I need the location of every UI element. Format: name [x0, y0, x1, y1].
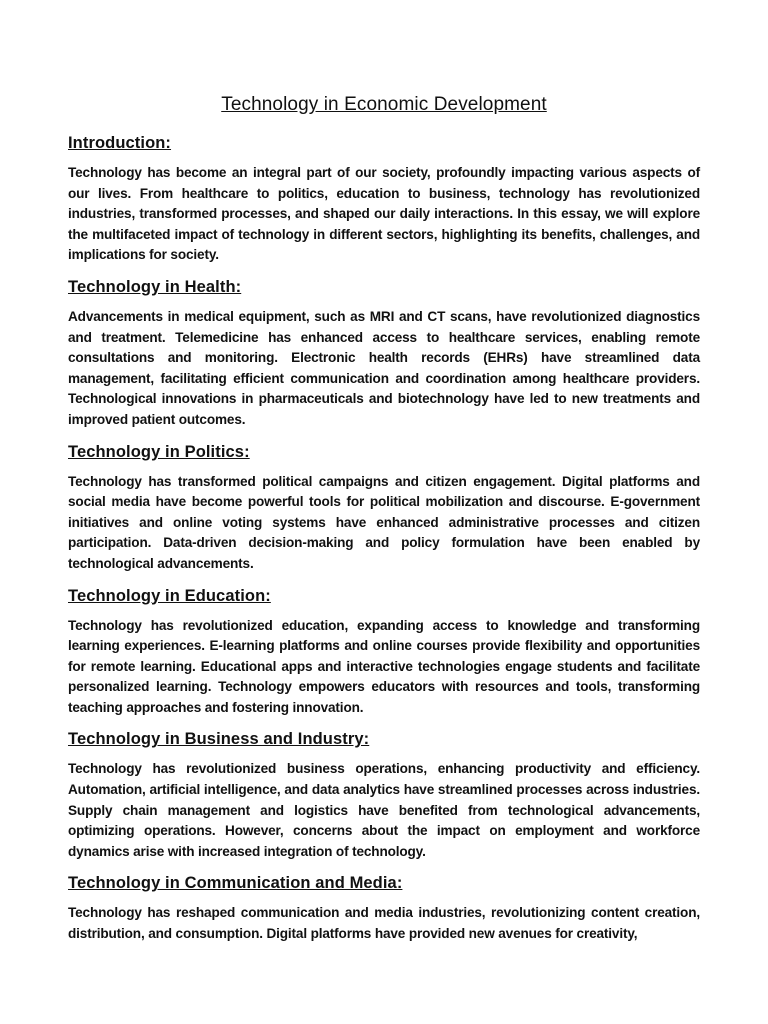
section-heading: Technology in Education:: [68, 586, 271, 605]
section-heading: Technology in Politics:: [68, 442, 250, 461]
section-heading: Technology in Communication and Media:: [68, 874, 403, 893]
section-health: [68, 276, 700, 431]
section-politics: [68, 441, 700, 575]
section-paragraph: Technology has revolutionized business operations, enhancing productivity and efficiency. Automation, artificial intelligence, and data analytics have streamlined processes across industries. Supply chain management and logistics have benefited from technological advancements, optimizing operations. However, concerns about the impact on employment and workforce dynamics arise with increased integration of technology.: [68, 761, 700, 859]
section-education: [68, 585, 700, 719]
document-title: Technology in Economic Development: [221, 94, 547, 115]
section-heading: Technology in Health:: [68, 277, 242, 296]
section-business-industry: [68, 728, 700, 862]
section-paragraph: Advancements in medical equipment, such as MRI and CT scans, have revolutionized diagnostics and treatment. Telemedicine has enhanced access to healthcare services, enabling remote consultations and monitoring. Electronic health records (EHRs) have streamlined data management, facilitating efficient communication and coordination among healthcare providers. Technological innovations in pharmaceuticals and biotechnology have led to new treatments and improved patient outcomes.: [68, 308, 700, 427]
section-heading: Introduction:: [68, 134, 172, 152]
section-paragraph: Technology has reshaped communication and media industries, revolutionizing content creation, distribution, and consumption. Digital platforms have provided new avenues for creativity,: [68, 905, 700, 942]
section-paragraph: Technology has revolutionized education, expanding access to knowledge and transforming learning experiences. E-learning platforms and online courses provide flexibility and opportunities for remote learning. Educational apps and interactive technologies engage students and facilitate personalized learning. Technology empowers educators with resources and tools, transforming teaching approaches and fostering innovation.: [68, 617, 700, 715]
section-paragraph: Technology has become an integral part of our society, profoundly impacting various aspects of our lives. From healthcare to politics, education to business, technology has revolutionized industries, transformed processes, and shaped our daily interactions. In this essay, we will explore the multifaceted impact of technology in different sectors, highlighting its benefits, challenges, and implications for society.: [68, 165, 700, 263]
section-paragraph: Technology has transformed political campaigns and citizen engagement. Digital platforms and social media have become powerful tools for political mobilization and discourse. E-government initiatives and online voting systems have enhanced administrative processes and citizen participation. Data-driven decision-making and policy formulation have been enabled by technological advancements.: [68, 473, 700, 571]
section-communication-media: [68, 872, 700, 944]
section-introduction: [68, 132, 700, 266]
section-heading: Technology in Business and Industry:: [68, 730, 370, 749]
